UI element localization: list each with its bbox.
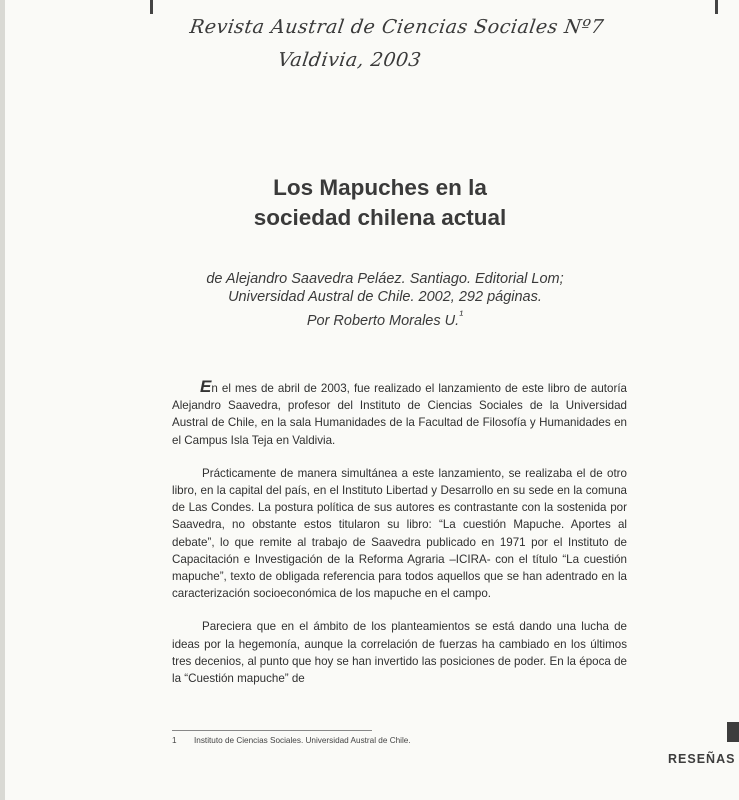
paragraph-3: Pareciera que en el ámbito de los planteamientos se está dando una lucha de ideas por la hegemonía, aunque la correlación de fuerzas ha cambiado en los últimos tres decenios, al punto que hoy se han invertido las posiciones de poder. En la época de la “Cuestión mapuche” de — [172, 620, 627, 686]
drop-cap: E — [200, 377, 212, 396]
paragraph-1 — [172, 378, 627, 449]
paragraph-2: Prácticamente de manera simultánea a este lanzamiento, se realizaba el de otro libro, en la capital del país, en el Instituto Libertad y Desarrollo en su sede en la comuna de Las Condes. La postura política de sus autores es contrastante con la sostenida por Saavedra, no obstante estos titularon su libro: “La cuestión Mapuche. Aportes al debate”, lo que remite al trabajo de Saavedra publicado en 1971 por el Instituto de Capacitación e Investigación de la Reforma Agraria –ICIRA- con el título “La cuestión mapuche”, texto de obligada referencia para todos aquellos que se han adentrado en la caracterización socioeconómica de los mapuche en el campo. — [172, 466, 627, 601]
footnote — [172, 736, 411, 745]
paragraph-1-text: n el mes de abril de 2003, fue realizado el lanzamiento de este libro de autoría Alejandro Saavedra, profesor del Instituto de Ciencias Sociales de la Universidad Austral de Chile, en la sala Humanidades de la Facultad de Filosofía y Humanidades en el Campus Isla Teja en Valdivia. — [172, 382, 627, 447]
scan-mark — [715, 0, 718, 14]
article-title — [160, 173, 600, 233]
page-edge — [0, 0, 5, 800]
handwritten-note-line2: Valdivia, 2003 — [276, 49, 423, 71]
section-tab-marker — [727, 722, 739, 742]
title-line-2: sociedad chilena actual — [253, 205, 507, 230]
author-name: Por Roberto Morales U. — [306, 312, 460, 329]
scan-mark — [150, 0, 153, 14]
handwritten-note-line1: Revista Austral de Ciencias Sociales Nº7 — [188, 16, 606, 38]
title-line-1: Los Mapuches en la — [273, 175, 487, 200]
article-byline — [150, 270, 620, 330]
footnote-divider — [172, 730, 372, 731]
footnote-reference[interactable]: ¹ — [459, 308, 464, 322]
byline-line-2: Universidad Austral de Chile. 2002, 292 páginas. — [228, 289, 542, 305]
byline-line-3 — [150, 306, 620, 330]
article-body — [172, 378, 627, 703]
footnote-number: 1 — [172, 736, 177, 745]
footnote-text: Instituto de Ciencias Sociales. Universidad Austral de Chile. — [194, 736, 411, 745]
section-label: RESEÑAS — [668, 752, 736, 766]
byline-line-1: de Alejandro Saavedra Peláez. Santiago. Editorial Lom; — [206, 271, 564, 287]
